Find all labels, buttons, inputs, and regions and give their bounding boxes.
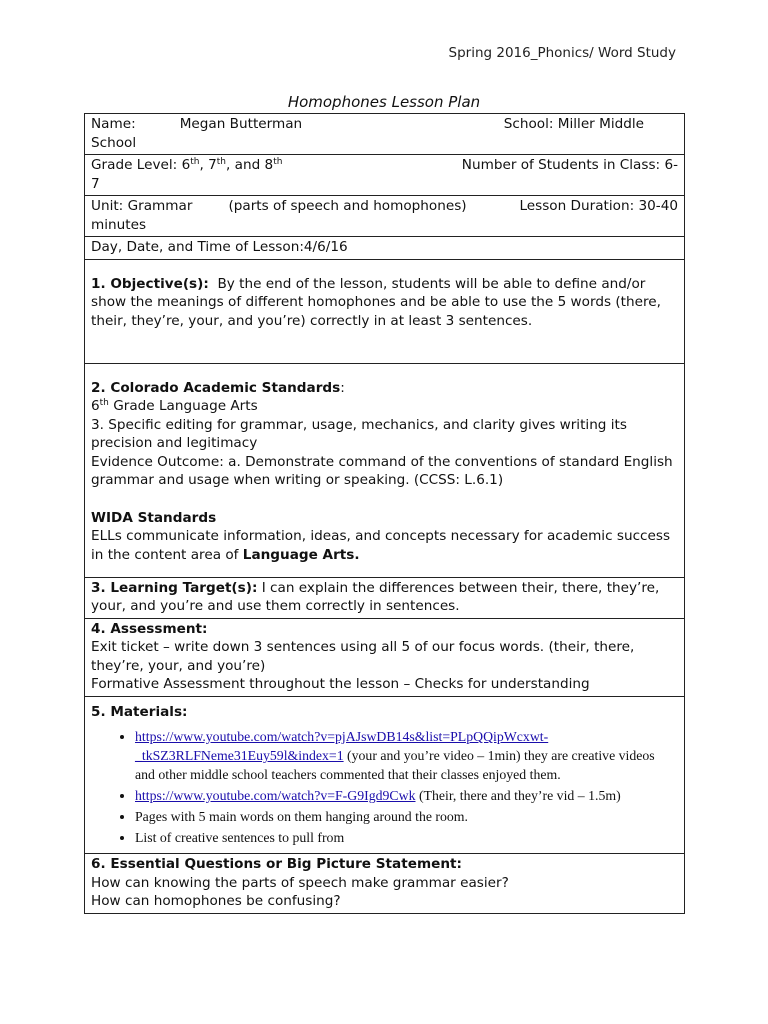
list-item: • https://www.youtube.com/watch?v=F-G9Igd9Cwk (Their, there and they’re vid – 1.5m)	[135, 786, 678, 805]
grade-row	[85, 155, 685, 196]
unit-row	[85, 196, 685, 237]
name-row	[85, 114, 685, 155]
header-note: Spring 2016_Phonics/ Word Study	[448, 45, 676, 61]
materials-list	[91, 727, 678, 847]
standards-grade: 6th Grade Language Arts	[91, 398, 258, 414]
video-link[interactable]: https://www.youtube.com/watch?v=F-G9Igd9Cwk	[135, 788, 416, 803]
lesson-duration-cont: minutes	[91, 216, 147, 233]
school-value-cont: School	[91, 134, 137, 151]
essential-question-1: How can knowing the parts of speech make grammar easier?	[91, 874, 509, 891]
grade-level: Grade Level: 6th, 7th, and 8th	[91, 157, 283, 173]
essential-title: 6. Essential Questions or Big Picture Statement:	[91, 856, 462, 872]
unit-label: Unit: Grammar	[91, 198, 193, 214]
assessment-row	[85, 618, 685, 696]
page-title: Homophones Lesson Plan	[287, 93, 481, 111]
lesson-date: Day, Date, and Time of Lesson:4/6/16	[85, 237, 685, 260]
unit-detail: (parts of speech and homophones)	[228, 198, 467, 214]
lesson-duration: Lesson Duration: 30-40	[519, 198, 678, 214]
lesson-plan-table	[84, 113, 685, 914]
standards-title: 2. Colorado Academic Standards:	[91, 379, 345, 396]
materials-row	[85, 696, 685, 854]
list-item: • https://www.youtube.com/watch?v=pjAJswDB14s&list=PLpQQipWcxwt-_tkSZ3RLFNeme31Euy59l&index=1 (your and you’re video – 1min) they are creative videos and other middle school teachers commented that their classes enjoyed them.	[135, 727, 678, 784]
standards-evidence: Evidence Outcome: a. Demonstrate command of the conventions of standard English grammar and usage when writing or speaking. (CCSS: L.6.1)	[91, 453, 673, 488]
target-row	[85, 577, 685, 618]
wida-title: WIDA Standards	[91, 509, 217, 526]
assessment-title: 4. Assessment:	[91, 620, 208, 637]
student-count-cont: 7	[91, 175, 100, 192]
list-item: • Pages with 5 main words on them hanging around the room.	[135, 807, 678, 826]
essential-row	[85, 854, 685, 914]
standards-row	[85, 363, 685, 577]
standards-item-3: 3. Specific editing for grammar, usage, mechanics, and clarity gives writing its precision and legitimacy	[91, 416, 627, 451]
list-item: • List of creative sentences to pull from	[135, 828, 678, 847]
essential-question-2: How can homophones be confusing?	[91, 893, 341, 909]
name-label: Name:	[91, 116, 136, 132]
school-value: School: Miller Middle	[503, 116, 644, 132]
date-row	[85, 237, 685, 260]
name-value: Megan Butterman	[179, 116, 303, 132]
target-text: 3. Learning Target(s): I can explain the differences between their, there, they’re, your, and you’re and use them correctly in sentences.	[91, 579, 660, 614]
student-count: Number of Students in Class: 6-	[461, 157, 678, 173]
materials-title: 5. Materials:	[91, 703, 188, 720]
assessment-exit-ticket: Exit ticket – write down 3 sentences using all 5 of our focus words. (their, there, they’re, your, and you’re)	[91, 639, 635, 674]
objective-text: 1. Objective(s): By the end of the lesson, students will be able to define and/or show the meanings of different homophones and be able to use the 5 words (there, their, they’re, your, and you’re) correctly in at least 3 sentences.	[91, 275, 661, 329]
video-link[interactable]: https://www.youtube.com/watch?v=pjAJswDB14s&list=PLpQQipWcxwt-_tkSZ3RLFNeme31Euy59l&index=1	[135, 729, 549, 763]
assessment-formative: Formative Assessment throughout the lesson – Checks for understanding	[91, 676, 590, 692]
objective-row	[85, 259, 685, 363]
wida-text: ELLs communicate information, ideas, and concepts necessary for academic success in the content area of Language Arts.	[91, 528, 671, 563]
